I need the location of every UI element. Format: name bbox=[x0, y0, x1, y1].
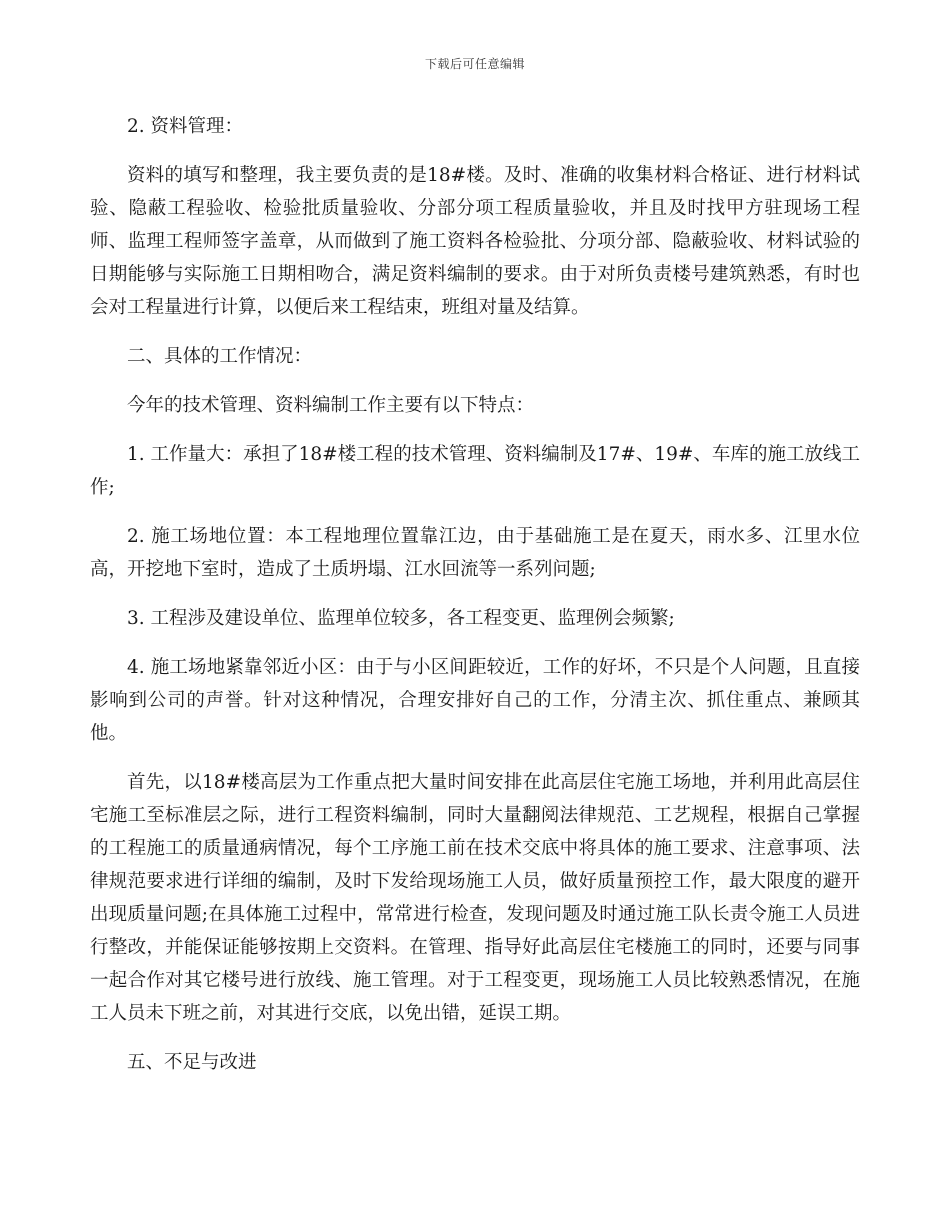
paragraph-features-intro: 今年的技术管理、资料编制工作主要有以下特点： bbox=[127, 395, 535, 416]
list-item-site-location: 2. 施工场地位置：本工程地理位置靠江边，由于基础施工是在夏天，雨水多、江里水位高，开挖地下室时，造成了土质坍塌、江水回流等一系列问题; bbox=[90, 526, 860, 580]
section-heading-shortcomings: 五、不足与改进 bbox=[127, 1052, 257, 1073]
paragraph-data-management: 资料的填写和整理，我主要负责的是18#楼。及时、准确的收集材料合格证、进行材料试验、隐蔽工程验收、检验批质量验收、分部分项工程质量验收，并且及时找甲方驻现场工程师、监理工程师签字盖章，从而做到了施工资料各检验批、分项分部、隐蔽验收、材料试验的日期能够与实际施工日期相吻合，满足资料编制的要求。由于对所负责楼号建筑熟悉，有时也会对工程量进行计算，以便后来工程结束，班组对量及结算。 bbox=[90, 165, 860, 318]
list-item-units: 3. 工程涉及建设单位、监理单位较多，各工程变更、监理例会频繁; bbox=[127, 608, 675, 629]
page-header: 下载后可任意编辑 bbox=[424, 57, 525, 71]
list-item-neighborhood: 4. 施工场地紧靠邻近小区：由于与小区间距较近，工作的好坏，不只是个人问题，且直接影响到公司的声誉。针对这种情况，合理安排好自己的工作，分清主次、抓住重点、兼顾其他。 bbox=[90, 657, 860, 744]
section-heading-data-management: 2. 资料管理： bbox=[127, 116, 244, 137]
list-item-workload: 1. 工作量大：承担了18#楼工程的技术管理、资料编制及17#、19#、车库的施工放线工作; bbox=[90, 444, 860, 498]
section-heading-work-details: 二、具体的工作情况： bbox=[127, 346, 313, 367]
document-body bbox=[90, 110, 860, 1095]
paragraph-first-priority: 首先，以18#楼高层为工作重点把大量时间安排在此高层住宅施工场地，并利用此高层住宅施工至标准层之际，进行工程资料编制，同时大量翻阅法律规范、工艺规程，根据自己掌握的工程施工的质量通病情况，每个工序施工前在技术交底中将具体的施工要求、注意事项、法律规范要求进行详细的编制，及时下发给现场施工人员，做好质量预控工作，最大限度的避开出现质量问题;在具体施工过程中，常常进行检查，发现问题及时通过施工队长责令施工人员进行整改，并能保证能够按期上交资料。在管理、指导好此高层住宅楼施工的同时，还要与同事一起合作对其它楼号进行放线、施工管理。对于工程变更，现场施工人员比较熟悉情况，在施工人员未下班之前，对其进行交底，以免出错，延误工期。 bbox=[90, 772, 860, 1024]
